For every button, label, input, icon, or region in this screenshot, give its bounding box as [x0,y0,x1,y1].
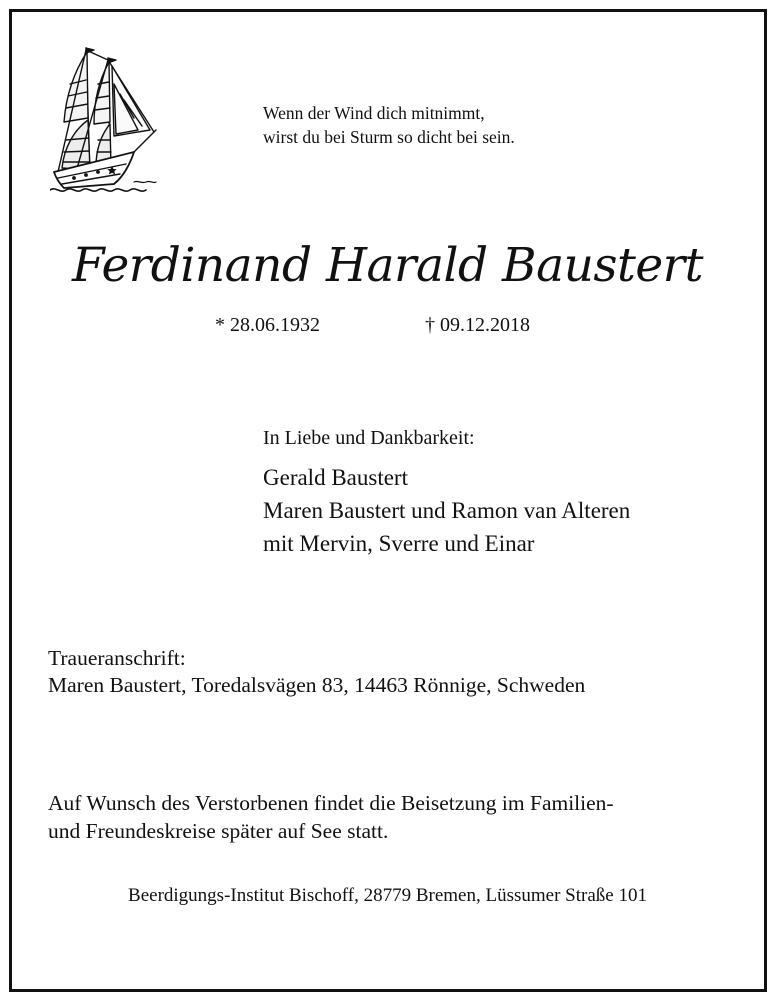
burial-note [48,789,614,845]
birth-date: * 28.06.1932 [215,314,320,336]
mourner-line: Gerald Baustert [263,465,408,490]
death-date: † 09.12.2018 [425,314,530,336]
mourning-address [48,645,585,699]
motto-line-1: Wenn der Wind dich mitnimmt, [263,103,485,123]
burial-note-line-1: Auf Wunsch des Verstorbenen findet die Beisetzung im Familien- [48,791,614,815]
deceased-name: Ferdinand Harald Baustert [71,238,704,293]
sailing-ship-icon [50,44,158,196]
mourners-list [263,461,630,560]
motto-line-2: wirst du bei Sturm so dicht bei sein. [263,127,515,147]
mourner-line: Maren Baustert und Ramon van Alteren [263,498,631,523]
motto [263,101,515,149]
mourners-intro: In Liebe und Dankbarkeit: [263,427,475,449]
funeral-home: Beerdigungs-Institut Bischoff, 28779 Bremen, Lüssumer Straße 101 [128,885,647,906]
address-value: Maren Baustert, Toredalsvägen 83, 14463 Rönnige, Schweden [48,673,586,697]
address-label: Traueranschrift: [48,646,186,670]
burial-note-line-2: und Freundeskreise später auf See statt. [48,819,389,843]
mourner-line: mit Mervin, Sverre und Einar [263,531,535,556]
